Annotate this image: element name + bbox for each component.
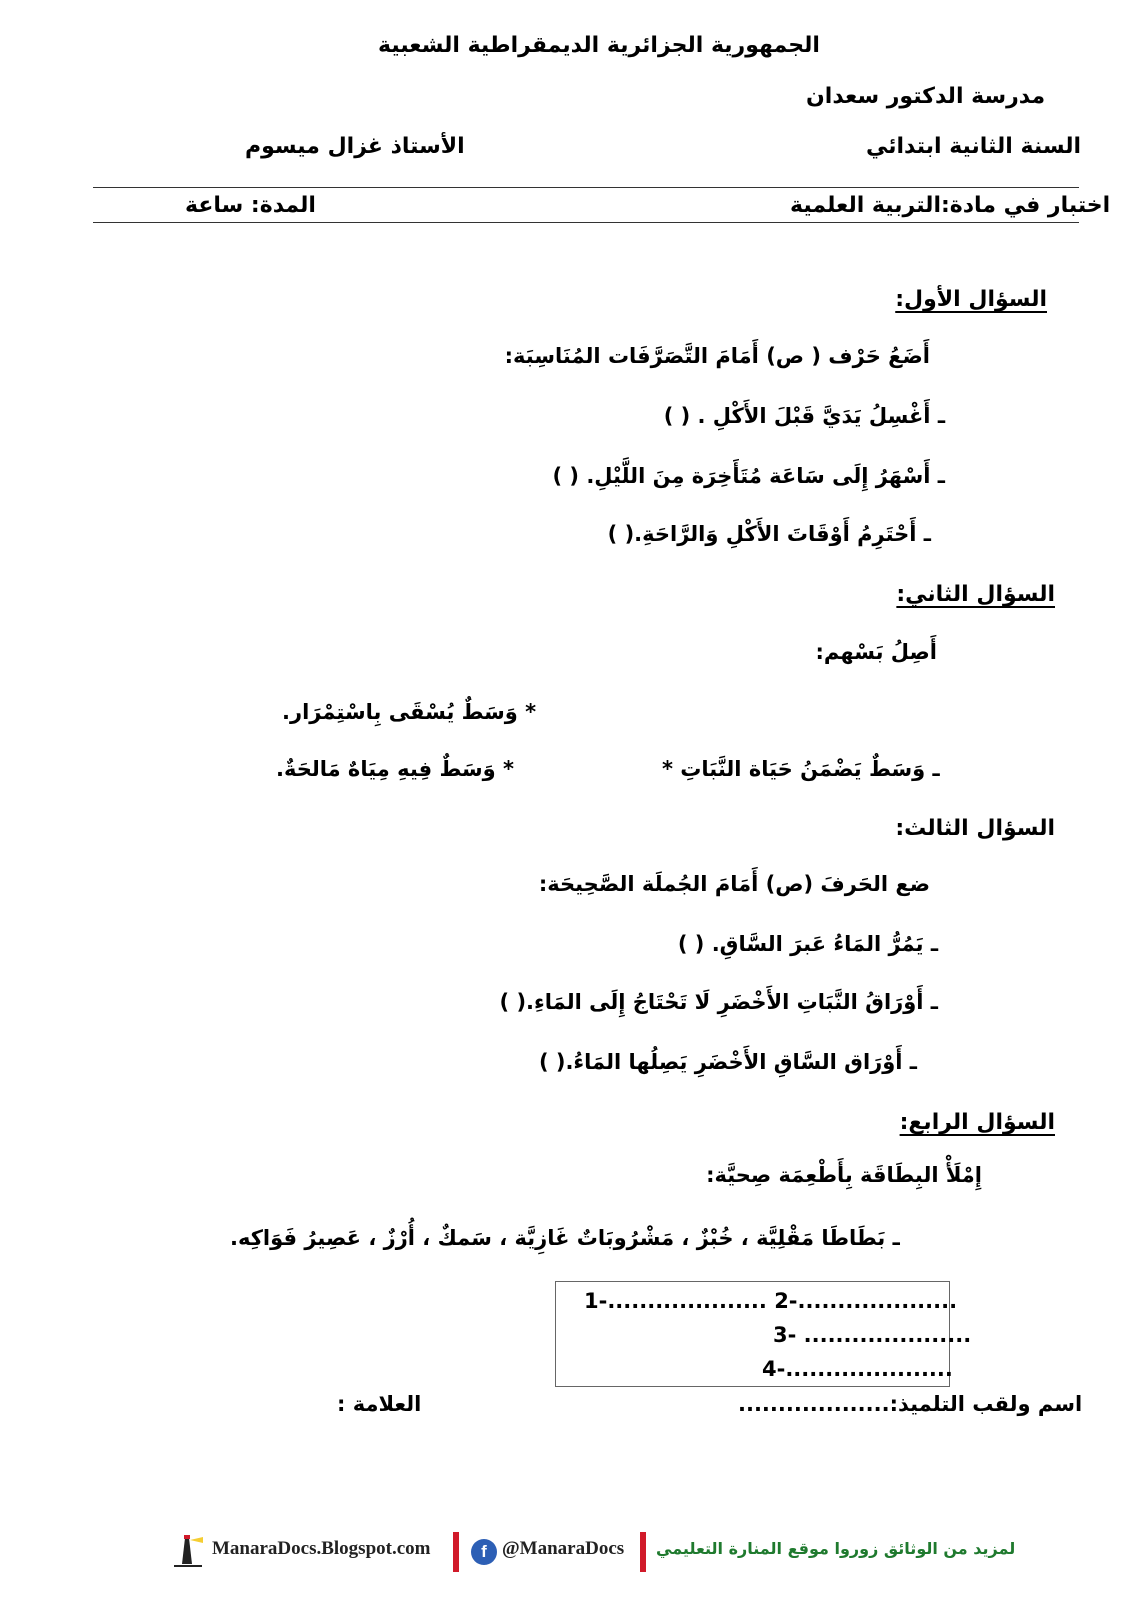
teacher-name: الأستاذ غزال ميسوم [245,134,465,159]
more-docs-link[interactable]: لمزيد من الوثائق زوروا موقع المنارة التعليمي [656,1539,1016,1558]
q1-instruction: أَضَعُ حَرْف ( ص) أَمَامَ التَّصَرَّفَات المُنَاسِبَة: [504,344,930,368]
q3-item-3: ـ أَوْرَاق السَّاقِ الأَخْضَرِ يَصِلُها المَاءُ.( ) [538,1050,917,1074]
lighthouse-icon [170,1534,204,1570]
q2-match-right-2: * وَسَطٌ فِيهِ مِيَاهٌ مَالحَةٌ. [276,757,514,781]
q4-food-options: ـ بَطَاطَا مَقْلِيَّة ، خُبْزٌ ، مَشْرُوبَاتٌ غَازِيَّة ، سَمكٌ ، أُرْزٌ ، عَصِيرُ فَوَاكِه. [230,1226,900,1250]
footer-separator-2 [640,1532,646,1572]
exam-duration: المدة: ساعة [185,193,316,218]
q2-title: السؤال الثاني: [896,582,1055,607]
q3-title: السؤال الثالث: [895,816,1055,841]
facebook-handle[interactable]: @ManaraDocs [502,1538,625,1559]
mark-field[interactable]: العلامة : [337,1392,422,1416]
q4-title: السؤال الرابع: [899,1110,1055,1135]
country-title: الجمهورية الجزائرية الديمقراطية الشعبية [378,33,820,58]
blog-link[interactable]: ManaraDocs.Blogspot.com [212,1538,431,1559]
q3-item-2: ـ أَوْرَاقُ النَّبَاتِ الأَخْضَرِ لَا تَحْتَاجُ إِلَى المَاءِ.( ) [499,990,938,1014]
school-name: مدرسة الدكتور سعدان [806,84,1046,109]
q4-instruction: إِمْلَأْ البِطَاقَة بِأَطْعِمَة صِحيَّة: [706,1163,982,1187]
facebook-icon[interactable]: f [471,1539,497,1565]
header-divider-top [93,187,1079,188]
grade-label: السنة الثانية ابتدائي [866,134,1082,159]
q1-title: السؤال الأول: [895,287,1047,312]
q1-item-1: ـ أَغْسِلُ يَدَيَّ قَبْلَ الأَكْلِ . ( ) [663,404,945,428]
answer-line-1-2: 1-.................... 2-.................... [584,1289,958,1313]
q2-match-left-1: ـ وَسَطٌ يَضْمَنُ حَيَاة النَّبَاتِ * [662,757,940,781]
header-divider-bottom [93,222,1079,223]
exam-subject: اختبار في مادة:التربية العلمية [790,193,1111,218]
q1-item-3: ـ أَحْتَرِمُ أَوْقَاتَ الأَكْلِ وَالرَّاحَةِ.( ) [607,522,931,546]
answer-line-3: 3- ..................... [773,1323,972,1347]
q2-instruction: أَصِلُ بَسْهم: [815,640,937,664]
q3-instruction: ضع الحَرفَ (ص) أَمَامَ الجُملَة الصَّحِيحَة: [538,872,930,896]
student-name-field[interactable]: اسم ولقب التلميذ:................... [738,1392,1083,1416]
answer-line-4: 4-..................... [762,1357,953,1381]
footer-separator-1 [453,1532,459,1572]
footer-bar [160,1532,1016,1572]
q3-item-1: ـ يَمُرُّ المَاءُ عَبرَ السَّاقِ. ( ) [677,932,938,956]
q2-match-right-1: * وَسَطٌ يُسْقَى بِاسْتِمْرَار. [282,700,537,724]
q1-item-2: ـ أَسْهَرُ إِلَى سَاعَة مُتَأَخِرَة مِنَ اللَّيْلِ. ( ) [552,464,945,488]
